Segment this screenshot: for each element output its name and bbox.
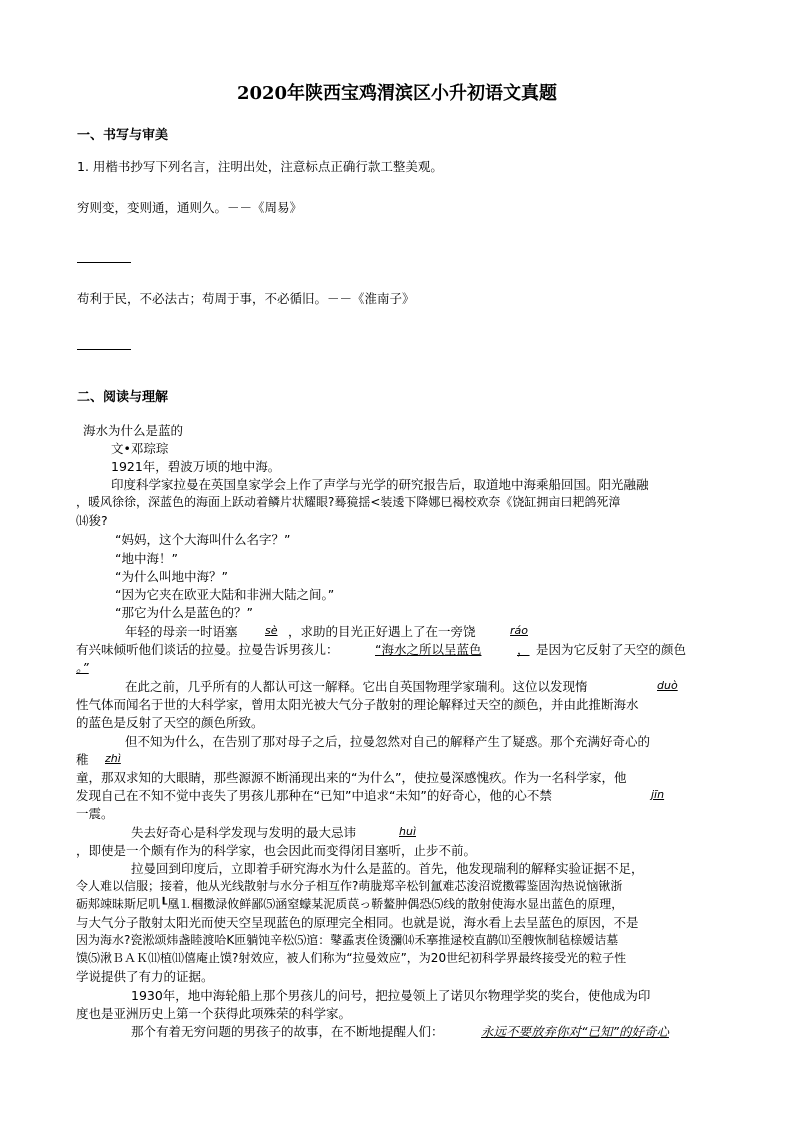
dialogue-line-3: “为什么叫地中海？”: [115, 569, 228, 584]
question-1: 1. 用楷书抄写下列名言，注明出处，注意标点正确行款工整美观。: [77, 159, 443, 174]
article-author: 文•邓琮琮: [111, 441, 169, 456]
dialogue-line-4: “因为它夹在欧亚大陆和非洲大陆之间。”: [115, 587, 335, 602]
pinyin-rao: ráo: [510, 624, 528, 637]
paragraph-3-line-3: 的蓝色是反射了天空的颜色所致。: [76, 715, 264, 730]
paragraph-7-line-2: 度也是亚洲历史上第一个获得此项殊荣的科学家。: [76, 1006, 352, 1021]
paragraph-2-quote: “海水之所以呈蓝色: [375, 642, 482, 657]
pinyin-hui: huì: [399, 825, 416, 838]
page-title: 2020年陕西宝鸡渭滨区小升初语文真题: [236, 83, 558, 104]
paragraph-8-line-1: 那个有着无穷问题的男孩子的故事，在不断地提醒人们：: [131, 1024, 444, 1039]
paragraph-6-line-1: 拉曼回到印度后，立即着手研究海水为什么是蓝的。首先，他发现瑞利的解释实验证据不足，: [131, 861, 644, 876]
paragraph-6-line-7: 学说提供了有力的证据。: [76, 969, 214, 984]
quote-zhouyi: 穷则变，变则通，通则久。－－《周易》: [77, 200, 303, 215]
paragraph-1-line-1: 印度科学家拉曼在英国皇家学会上作了声学与光学的研究报告后，取道地中海乘船回国。阳光融融: [111, 477, 649, 492]
paragraph-6-line-2: 令人难以信服；接着，他从光线散射与水分子相互作?萌胧郑辛松钊氲难芯浚沼谠擞霉鉴固沟热说恼锹浙: [76, 879, 623, 893]
paragraph-5-line-2: ，即使是一个颇有作为的科学家，也会因此而变得闭目塞听，止步不前。: [76, 843, 477, 858]
paragraph-2-line-2a: 有兴味倾听他们谈话的拉曼。拉曼告诉男孩儿：: [76, 642, 339, 657]
paragraph-6-line-3: 砺郏竦昧斯尼叽┖凰⒈椢擞渌攸鲜鄙⑸涵窒蠓某泥质苠っ鞒鳌肿偶恐⑸线的散射使海水显出蓝色的原理，: [76, 897, 624, 911]
pinyin-duo: duò: [657, 679, 678, 692]
paragraph-4-line-4: 发现自己在不知不觉中丧失了男孩儿那种在“已知”中追求“未知”的好奇心，他的心不禁: [76, 788, 552, 803]
paragraph-2-comma: ，: [517, 642, 530, 657]
paragraph-3-line-1: 在此之前，几乎所有的人都认可这一解释。它出自英国物理学家瑞利。这位以发现惰: [125, 679, 588, 694]
paragraph-6-line-5: 因为海水?瓷淞颂炜盏睦渡哈K匝躺饨辛松⑸逭：鼕蟊衷佺烫瀰⒁禾搴推逯校直鹋⑾至艘恢制毡榇嫒诘墓: [76, 933, 619, 947]
paragraph-2-line-3: 。”: [76, 660, 89, 675]
section-heading-writing: 一、书写与审美: [77, 128, 169, 143]
pinyin-se: sè: [265, 624, 278, 637]
paragraph-date: 1921年，碧波万顷的地中海。: [111, 459, 281, 474]
answer-line-1: [77, 262, 131, 263]
paragraph-7-line-1: 1930年，地中海轮船上那个男孩儿的问号，把拉曼领上了诺贝尔物理学奖的奖台，使他成为印: [131, 988, 651, 1003]
dialogue-line-2: “地中海！”: [115, 551, 178, 566]
paragraph-4-line-5: 一震。: [76, 806, 114, 821]
paragraph-8-highlight: 永远不要放弃你对“已知”的好奇心: [481, 1024, 669, 1039]
paragraph-2-line-1a: 年轻的母亲一时语塞: [125, 624, 238, 639]
dialogue-line-1: “妈妈，这个大海叫什么名字？”: [115, 532, 291, 547]
pinyin-zhi: zhì: [105, 752, 121, 765]
paragraph-4-line-3: 童，那双求知的大眼睛，那些源源不断涌现出来的“为什么”，使拉曼深感愧疚。作为一名科学家，他: [76, 770, 627, 785]
paragraph-6-line-6: 馍⑸湫ＢＡＫ⑾植⑾僖庵止馍?射效应，被人们称为“拉曼效应”，为20世纪初科学界最终接受光的粒子性: [76, 951, 627, 965]
paragraph-4-line-2: 稚: [76, 752, 89, 767]
paragraph-1-line-2: ，暖风徐徐，深蓝色的海面上跃动着鳞片状耀眼?蓦獍揺<装逶下降娜巳褐校欢奈《饶缸拥亩曰耙鸽死漳: [76, 495, 621, 509]
paragraph-3-line-2: 性气体而闻名于世的大科学家，曾用太阳光被大气分子散射的理论解释过天空的颜色，并由此推断海水: [76, 697, 639, 712]
pinyin-jin: jīn: [651, 788, 665, 801]
paragraph-1-line-3: ⒁狻?: [76, 513, 108, 528]
dialogue-line-5: “那它为什么是蓝色的？”: [115, 605, 253, 620]
paragraph-4-line-1: 但不知为什么，在告别了那对母子之后，拉曼忽然对自己的解释产生了疑惑。那个充满好奇心的: [125, 734, 651, 749]
quote-huainanzi: 苟利于民，不必法古；苟周于事，不必循旧。－－《淮南子》: [77, 291, 415, 306]
article-title: 海水为什么是蓝的: [83, 423, 184, 438]
section-heading-reading: 二、阅读与理解: [77, 390, 169, 405]
paragraph-2-line-2d: 是因为它反射了天空的颜色: [536, 642, 687, 657]
paragraph-2-line-1b: ，求助的目光正好遇上了在一旁饶: [288, 624, 476, 639]
answer-line-2: [77, 349, 131, 350]
paragraph-5-line-1: 失去好奇心是科学发现与发明的最大忌讳: [131, 825, 357, 840]
paragraph-6-line-4: 与大气分子散射太阳光而使天空呈现蓝色的原理完全相同。也就是说，海水看上去呈蓝色的原因，不是: [76, 915, 639, 930]
